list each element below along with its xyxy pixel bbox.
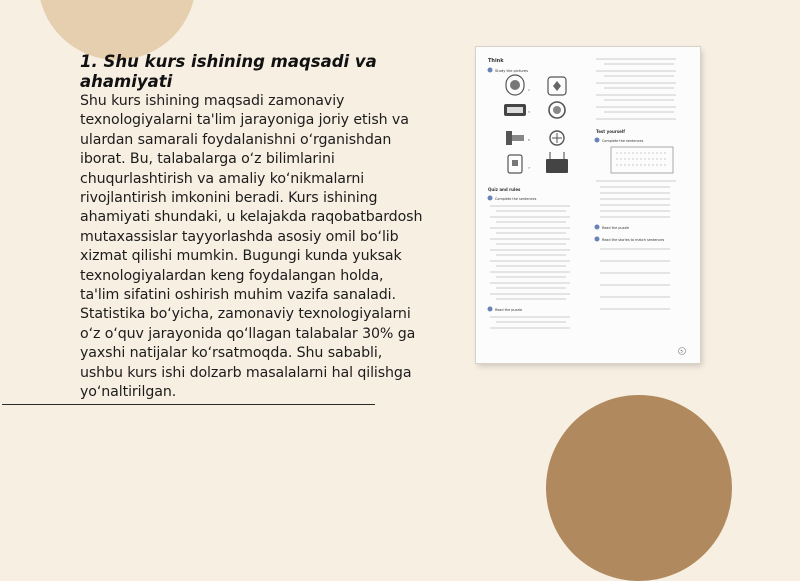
svg-text:5: 5 bbox=[528, 138, 530, 142]
worksheet-exercise-4: Complete the sentences bbox=[602, 139, 644, 143]
worksheet-letter-grid bbox=[611, 147, 673, 173]
divider-line bbox=[2, 404, 375, 405]
worksheet-section-quiz: Quiz and rules bbox=[488, 187, 521, 192]
worksheet-exercise-6: Read the stories to match sentences bbox=[602, 238, 665, 242]
worksheet-exercise-2: Complete the sentences bbox=[495, 197, 537, 201]
worksheet-page-number: 5 bbox=[680, 349, 683, 354]
decorative-circle-top bbox=[38, 0, 196, 60]
svg-text:1: 1 bbox=[528, 88, 530, 92]
worksheet-scan bbox=[476, 47, 700, 363]
worksheet-section-test: Test yourself bbox=[596, 129, 625, 134]
slide-body-text: Shu kurs ishining maqsadi zamonaviy texnologiyalarni ta'lim jarayoniga joriy etish va ulardan samarali foydalanishni o‘rganishdan iborat. Bu, talabalarga o‘z bilimlarini chuqurlashtirish va amaliy ko‘nikmalarni rivojlantirish imkonini beradi. Kurs ishining ahamiyati shundaki, u kelajakda raqobatbardosh mutaxassislar tayyorlashda asosiy omil bo‘lib xizmat qilishi mumkin. Bugungi kunda yuksak texnologiyalardan keng foydalangan holda, ta'lim sifatini oshirish muhim vazifa sanaladi. Statistika bo‘yicha, zamonaviy texnologiyalarni o‘z o‘quv jarayonida qo‘llagan talabalar 30% ga yaxshi natijalar ko‘rsatmoqda. Shu sababli, ushbu kurs ishi dolzarb masalalarni hal qilishga yo‘naltirilgan. bbox=[80, 93, 423, 401]
svg-text:7: 7 bbox=[528, 166, 530, 170]
worksheet-pictures bbox=[504, 75, 568, 173]
worksheet-image bbox=[476, 47, 700, 363]
worksheet-exercise-3: Read the puzzle bbox=[495, 308, 523, 312]
worksheet-exercise-5: Read the puzzle bbox=[602, 226, 630, 230]
slide-title: 1. Shu kurs ishining maqsadi va ahamiyati bbox=[80, 52, 377, 91]
worksheet-section-think: Think bbox=[488, 58, 504, 64]
decorative-circle-bottom bbox=[546, 395, 732, 581]
svg-text:3: 3 bbox=[528, 110, 530, 114]
worksheet-exercise-1: Study the pictures bbox=[495, 69, 528, 73]
